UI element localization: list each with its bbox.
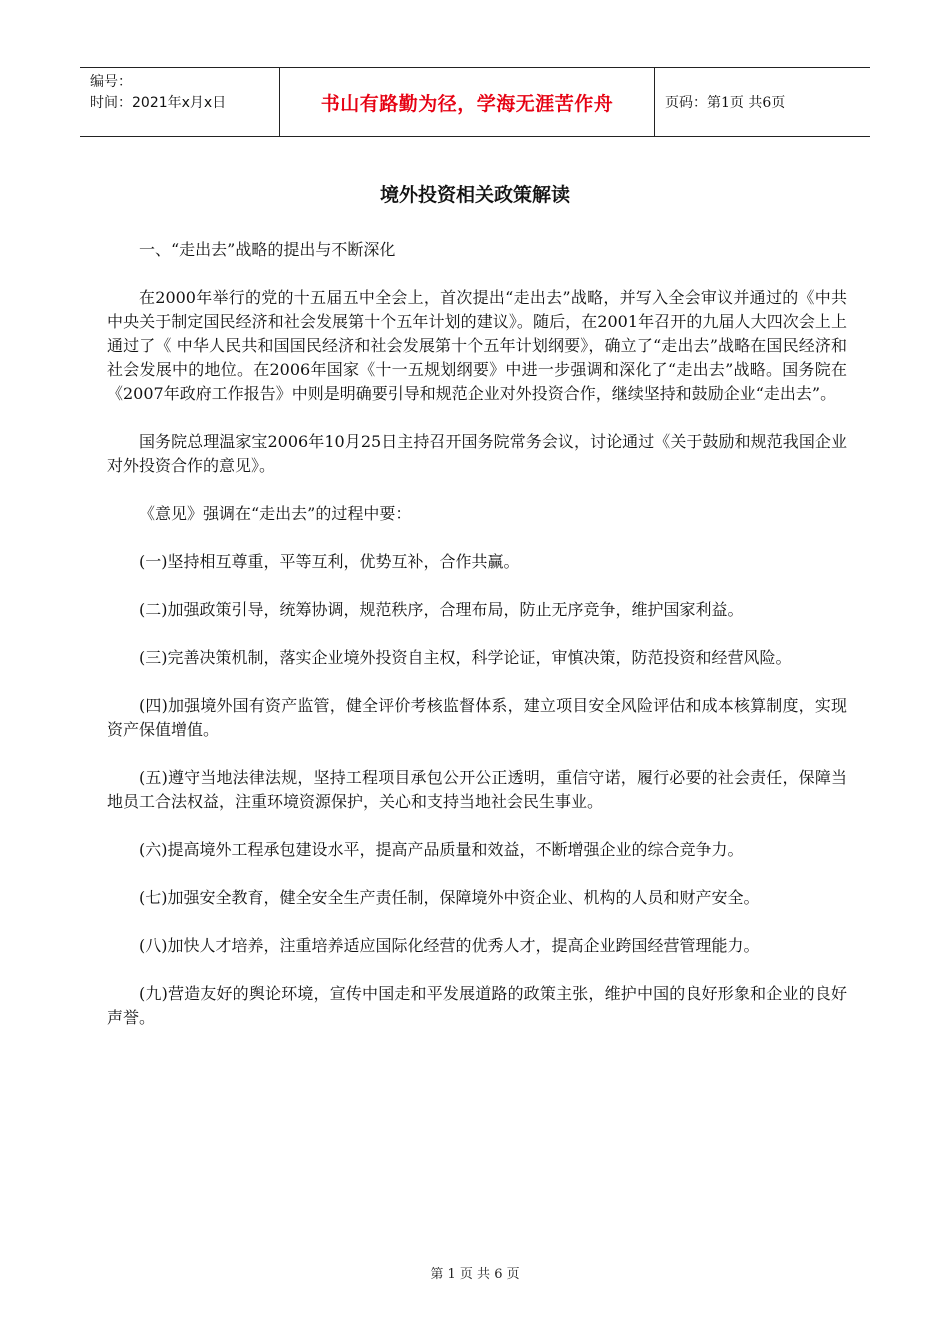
document-number-label: 编号： <box>90 74 132 90</box>
list-item: (四)加强境外国有资产监管，健全评价考核监督体系，建立项目安全风险评估和成本核算制度，实现资产保值增值。 <box>107 696 847 739</box>
page-header <box>80 67 870 137</box>
header-meta <box>80 68 280 136</box>
list-item: (五)遵守当地法律法规，坚持工程项目承包公开公正透明，重信守诺，履行必要的社会责任，保障当地员工合法权益，注重环境资源保护，关心和支持当地社会民生事业。 <box>107 768 847 811</box>
document-time-label: 时间：2021年x月x日 <box>90 95 227 111</box>
header-page-info: 页码：第1页 共6页 <box>665 95 786 111</box>
header-page-info-cell <box>655 68 870 136</box>
list-item: (八)加快人才培养，注重培养适应国际化经营的优秀人才，提高企业跨国经营管理能力。 <box>139 936 760 955</box>
body-paragraph: 《意见》强调在“走出去”的过程中要： <box>139 504 412 523</box>
list-item: (九)营造友好的舆论环境，宣传中国走和平发展道路的政策主张，维护中国的良好形象和企业的良好声誉。 <box>107 984 847 1027</box>
header-motto: 书山有路勤为径，学海无涯苦作舟 <box>320 92 614 115</box>
body-paragraph: 国务院总理温家宝2006年10月25日主持召开国务院常务会议，讨论通过《关于鼓励和规范我国企业对外投资合作的意见》。 <box>107 432 847 475</box>
list-item: (二)加强政策引导，统筹协调，规范秩序，合理布局，防止无序竞争，维护国家利益。 <box>139 600 744 619</box>
list-item: (七)加强安全教育，健全安全生产责任制，保障境外中资企业、机构的人员和财产安全。 <box>139 888 760 907</box>
list-item: (三)完善决策机制，落实企业境外投资自主权，科学论证，审慎决策，防范投资和经营风险。 <box>139 648 792 667</box>
section-heading: 一、“走出去”战略的提出与不断深化 <box>139 240 396 259</box>
body-paragraph: 在2000年举行的党的十五届五中全会上，首次提出“走出去”战略，并写入全会审议并通过的《中共中央关于制定国民经济和社会发展第十个五年计划的建议》。随后，在2001年召开的九届人大四次会上上通过了《 中华人民共和国国民经济和社会发展第十个五年计划纲要》，确立了“走出去”战略在国民经济和社会发展中的地位。在2006年国家《十一五规划纲要》中进一步强调和深化了“走出去”战略。国务院在《2007年政府工作报告》中则是明确要引导和规范企业对外投资合作，继续坚持和鼓励企业“走出去”。 <box>107 288 847 403</box>
page-footer: 第 1 页 共 6 页 <box>430 1267 520 1282</box>
list-item: (一)坚持相互尊重，平等互利，优势互补，合作共赢。 <box>139 552 520 571</box>
document-body <box>107 238 847 1054</box>
header-motto-cell <box>280 68 655 136</box>
list-item: (六)提高境外工程承包建设水平，提高产品质量和效益，不断增强企业的综合竞争力。 <box>139 840 744 859</box>
document-title: 境外投资相关政策解读 <box>379 184 570 206</box>
